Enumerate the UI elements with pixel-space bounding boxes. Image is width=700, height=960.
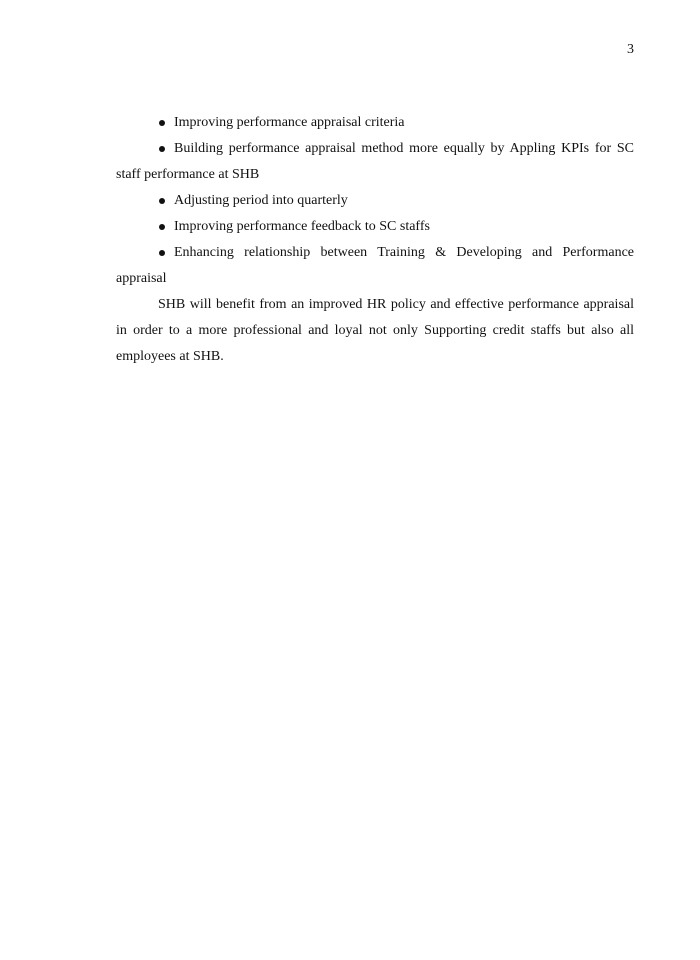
list-item-text: Improving performance appraisal criteria	[174, 115, 405, 130]
list-item	[116, 136, 634, 188]
list-item	[116, 188, 634, 214]
page-number: 3	[627, 42, 634, 57]
list-item	[116, 240, 634, 292]
list-item-text: Building performance appraisal method more equally by Appling KPIs for SC staff performance at SHB	[116, 141, 634, 182]
bullet-dot-icon	[159, 250, 165, 256]
bullet-dot-icon	[159, 198, 165, 204]
list-item-text: Adjusting period into quarterly	[174, 193, 348, 208]
bullet-dot-icon	[159, 146, 165, 152]
list-item	[116, 214, 634, 240]
bullet-list	[116, 110, 634, 292]
list-item-text: Enhancing relationship between Training & Developing and Performance appraisal	[116, 245, 634, 286]
list-item	[116, 110, 634, 136]
bullet-dot-icon	[159, 120, 165, 126]
list-item-text: Improving performance feedback to SC staffs	[174, 219, 430, 234]
conclusion-paragraph: SHB will benefit from an improved HR policy and effective performance appraisal in order to a more professional and loyal not only Supporting credit staffs but also all employees at SHB.	[116, 297, 634, 364]
document-body	[116, 110, 634, 370]
bullet-dot-icon	[159, 224, 165, 230]
